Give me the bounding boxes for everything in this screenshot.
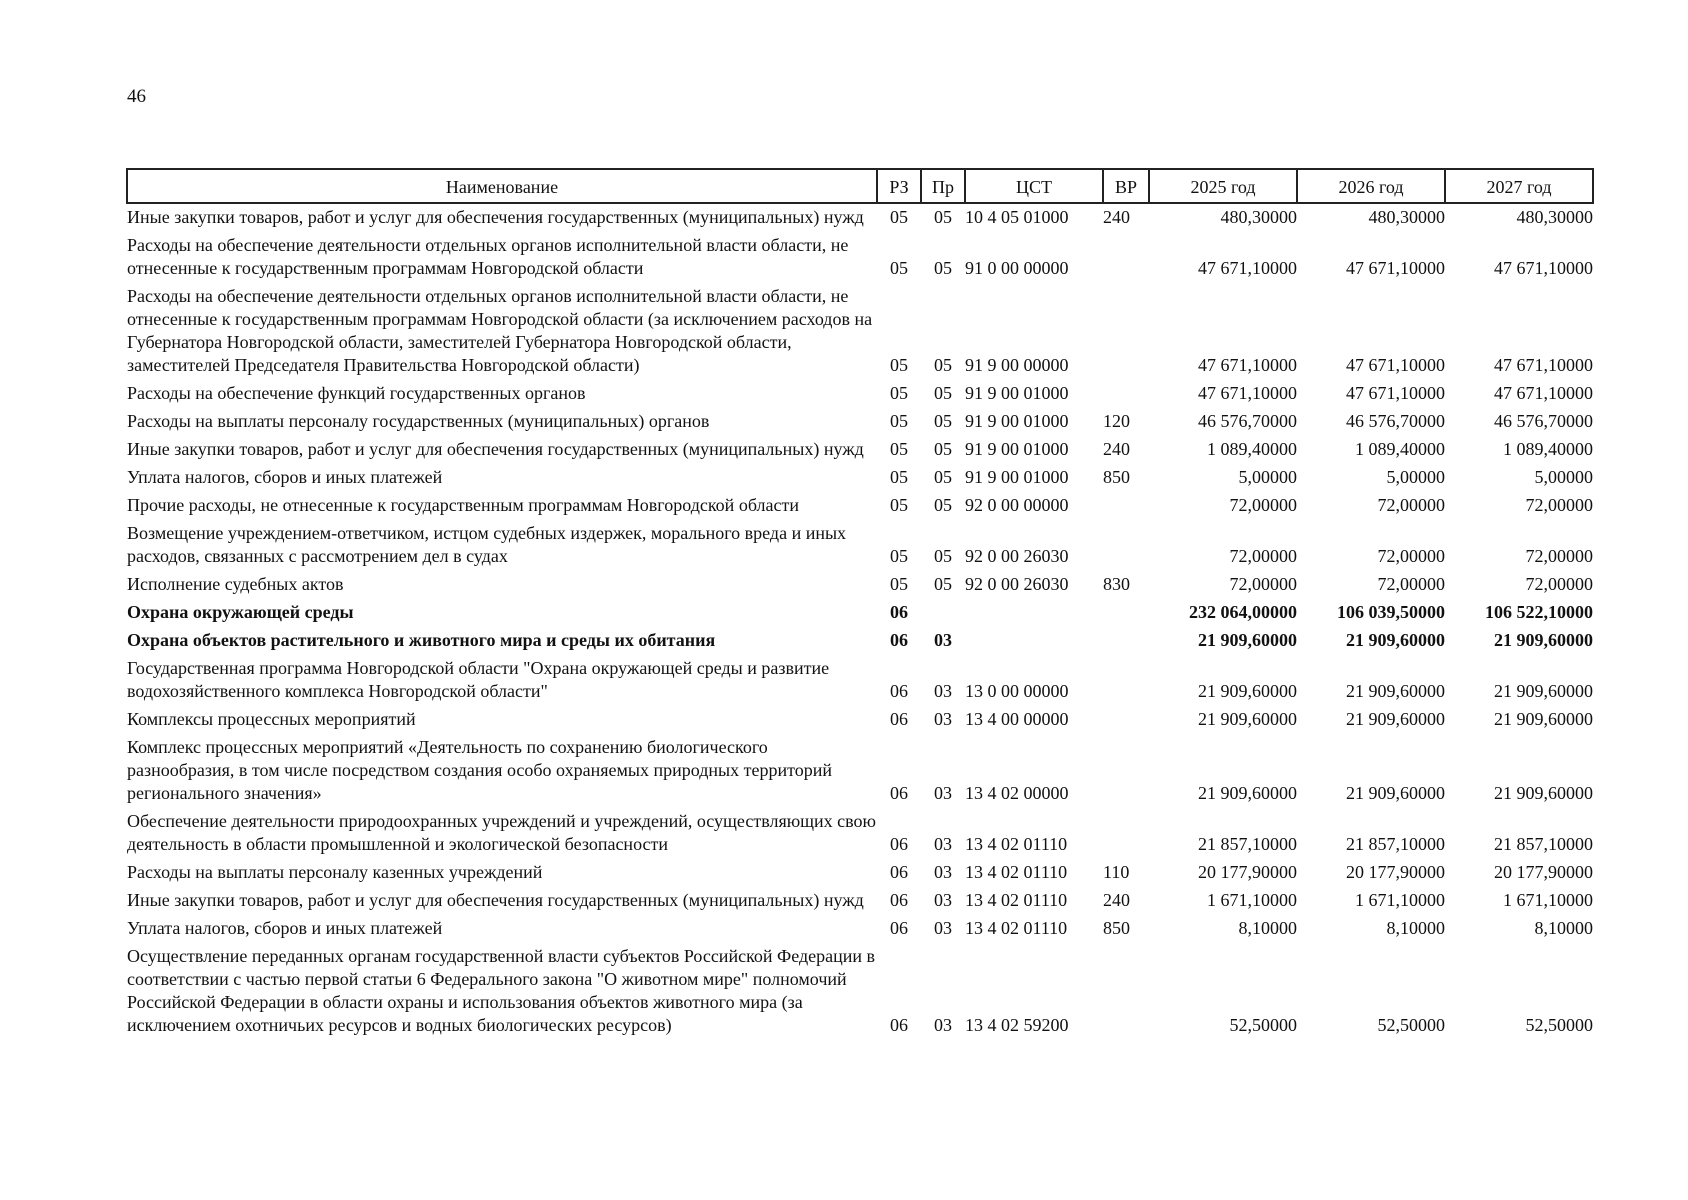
- row-rz: 05: [890, 439, 908, 459]
- row-amount-2027: 47 671,10000: [1494, 355, 1593, 375]
- row-amount-2027: 72,00000: [1525, 574, 1593, 594]
- row-rz: 05: [890, 495, 908, 515]
- row-vr: 850: [1103, 918, 1130, 938]
- row-pr: 03: [934, 834, 952, 854]
- table-row: [127, 464, 1593, 492]
- table-row: [127, 203, 1593, 232]
- row-rz: 06: [890, 709, 908, 729]
- row-amount-2025: 232 064,00000: [1189, 602, 1297, 622]
- row-amount-2027: 46 576,70000: [1494, 411, 1593, 431]
- row-amount-2025: 47 671,10000: [1198, 383, 1297, 403]
- row-rz: 05: [890, 355, 908, 375]
- row-rz: 06: [890, 783, 908, 803]
- row-name: Возмещение учреждением-ответчиком, истцом судебных издержек, морального вреда и иных расходов, связанных с рассмотрением дел в судах: [127, 523, 847, 566]
- row-vr: [1103, 492, 1149, 520]
- row-pr: 05: [934, 467, 952, 487]
- row-cst: 91 0 00 00000: [965, 258, 1069, 278]
- header-row: [127, 169, 1593, 203]
- row-vr: [1103, 943, 1149, 1040]
- budget-table: [126, 168, 1594, 1040]
- row-pr: 05: [934, 439, 952, 459]
- row-amount-2026: 480,30000: [1368, 207, 1445, 227]
- row-name: Уплата налогов, сборов и иных платежей: [127, 467, 443, 487]
- row-rz: 06: [890, 918, 908, 938]
- row-amount-2025: 46 576,70000: [1198, 411, 1297, 431]
- row-name: Комплекс процессных мероприятий «Деятельность по сохранению биологического разнообразия, в том числе посредством создания особо охраняемых природных территорий регионального значения»: [127, 737, 832, 803]
- row-cst: 92 0 00 00000: [965, 495, 1069, 515]
- row-amount-2027: 72,00000: [1525, 495, 1593, 515]
- row-amount-2026: 21 857,10000: [1346, 834, 1445, 854]
- table-row: [127, 943, 1593, 1040]
- row-rz: 06: [890, 1015, 908, 1035]
- row-amount-2027: 21 909,60000: [1494, 783, 1593, 803]
- row-amount-2027: 47 671,10000: [1494, 383, 1593, 403]
- row-name: Расходы на выплаты персоналу государственных (муниципальных) органов: [127, 411, 710, 431]
- row-amount-2025: 72,00000: [1229, 495, 1297, 515]
- row-name: Расходы на обеспечение функций государственных органов: [127, 383, 586, 403]
- row-vr: [1103, 232, 1149, 283]
- row-cst: 91 9 00 01000: [965, 439, 1069, 459]
- row-amount-2025: 5,00000: [1238, 467, 1297, 487]
- header-cst: ЦСТ: [965, 169, 1103, 203]
- row-amount-2027: 1 089,40000: [1503, 439, 1593, 459]
- row-amount-2026: 47 671,10000: [1346, 258, 1445, 278]
- row-amount-2025: 20 177,90000: [1198, 862, 1297, 882]
- row-amount-2025: 47 671,10000: [1198, 355, 1297, 375]
- row-rz: 06: [890, 630, 908, 650]
- header-name: Наименование: [127, 169, 877, 203]
- header-pr: Пр: [921, 169, 965, 203]
- row-amount-2027: 21 909,60000: [1494, 630, 1593, 650]
- table-row: [127, 283, 1593, 380]
- row-name: Комплексы процессных мероприятий: [127, 709, 416, 729]
- row-amount-2027: 20 177,90000: [1494, 862, 1593, 882]
- row-amount-2026: 1 671,10000: [1355, 890, 1445, 910]
- row-cst: 13 4 00 00000: [965, 709, 1069, 729]
- row-cst: 13 4 02 01110: [965, 918, 1068, 938]
- row-cst: 91 9 00 01000: [965, 411, 1069, 431]
- table-row: [127, 627, 1593, 655]
- table-row: [127, 408, 1593, 436]
- table-row: [127, 706, 1593, 734]
- row-vr: 110: [1103, 862, 1130, 882]
- row-amount-2027: 480,30000: [1516, 207, 1593, 227]
- row-amount-2025: 21 857,10000: [1198, 834, 1297, 854]
- row-amount-2026: 21 909,60000: [1346, 681, 1445, 701]
- row-pr: 05: [934, 574, 952, 594]
- row-amount-2026: 1 089,40000: [1355, 439, 1445, 459]
- row-amount-2025: 72,00000: [1229, 546, 1297, 566]
- row-amount-2026: 20 177,90000: [1346, 862, 1445, 882]
- row-name: Иные закупки товаров, работ и услуг для обеспечения государственных (муниципальных) нужд: [127, 439, 864, 459]
- table-row: [127, 655, 1593, 706]
- row-vr: [1103, 734, 1149, 808]
- row-vr: 240: [1103, 207, 1130, 227]
- table-row: [127, 599, 1593, 627]
- row-vr: 120: [1103, 411, 1130, 431]
- row-name: Осуществление переданных органам государственной власти субъектов Российской Федерации в соответствии с частью первой статьи 6 Федерального закона "О животном мире" полномочий Российской Федерации в области охраны и использования объектов животного мира (за исключением охотничьих ресурсов и водных биологических ресурсов): [127, 946, 876, 1035]
- row-amount-2025: 21 909,60000: [1198, 709, 1297, 729]
- row-amount-2025: 480,30000: [1220, 207, 1297, 227]
- row-amount-2025: 47 671,10000: [1198, 258, 1297, 278]
- row-amount-2025: 21 909,60000: [1198, 681, 1297, 701]
- row-cst: [965, 627, 1103, 655]
- row-name: Иные закупки товаров, работ и услуг для обеспечения государственных (муниципальных) нужд: [127, 207, 864, 227]
- table-row: [127, 520, 1593, 571]
- row-amount-2027: 106 522,10000: [1485, 602, 1593, 622]
- row-vr: 830: [1103, 574, 1130, 594]
- row-vr: [1103, 599, 1149, 627]
- row-name: Расходы на обеспечение деятельности отдельных органов исполнительной власти области, не отнесенные к государственным программам Новгородской области (за исключением расходов на Губернатора Новгородской области, заместителей Губернатора Новгородской области, заместителей Председателя Правительства Новгородской области): [127, 286, 873, 375]
- row-cst: 92 0 00 26030: [965, 574, 1069, 594]
- row-rz: 05: [890, 574, 908, 594]
- row-amount-2026: 106 039,50000: [1337, 602, 1445, 622]
- page-number: 46: [127, 86, 146, 107]
- row-rz: 05: [890, 411, 908, 431]
- table-row: [127, 492, 1593, 520]
- row-amount-2026: 47 671,10000: [1346, 383, 1445, 403]
- row-name: Охрана объектов растительного и животного мира и среды их обитания: [127, 630, 716, 650]
- row-cst: 13 4 02 59200: [965, 1015, 1069, 1035]
- row-amount-2025: 72,00000: [1229, 574, 1297, 594]
- table-header: [127, 169, 1593, 203]
- row-pr: 03: [934, 630, 952, 650]
- row-rz: 06: [890, 681, 908, 701]
- row-cst: 10 4 05 01000: [965, 207, 1069, 227]
- row-amount-2025: 21 909,60000: [1198, 630, 1297, 650]
- table-row: [127, 808, 1593, 859]
- row-pr: 05: [934, 355, 952, 375]
- row-amount-2026: 8,10000: [1386, 918, 1445, 938]
- row-cst: 13 4 02 01110: [965, 834, 1068, 854]
- row-vr: [1103, 808, 1149, 859]
- row-amount-2027: 8,10000: [1534, 918, 1593, 938]
- row-vr: [1103, 380, 1149, 408]
- row-vr: [1103, 520, 1149, 571]
- row-rz: 06: [890, 890, 908, 910]
- row-cst: 13 4 02 00000: [965, 783, 1069, 803]
- row-name: Уплата налогов, сборов и иных платежей: [127, 918, 443, 938]
- row-pr: 05: [934, 383, 952, 403]
- row-rz: 06: [890, 602, 908, 622]
- row-cst: 13 0 00 00000: [965, 681, 1069, 701]
- row-name: Иные закупки товаров, работ и услуг для обеспечения государственных (муниципальных) нужд: [127, 890, 864, 910]
- row-pr: 03: [934, 890, 952, 910]
- row-rz: 05: [890, 546, 908, 566]
- row-rz: 05: [890, 258, 908, 278]
- row-name: Исполнение судебных актов: [127, 574, 344, 594]
- row-amount-2027: 52,50000: [1525, 1015, 1593, 1035]
- row-pr: 05: [934, 546, 952, 566]
- row-amount-2026: 21 909,60000: [1346, 709, 1445, 729]
- row-vr: 850: [1103, 467, 1130, 487]
- row-amount-2026: 47 671,10000: [1346, 355, 1445, 375]
- row-vr: [1103, 283, 1149, 380]
- row-rz: 05: [890, 467, 908, 487]
- row-amount-2025: 1 089,40000: [1207, 439, 1297, 459]
- table-row: [127, 436, 1593, 464]
- row-cst: 13 4 02 01110: [965, 862, 1068, 882]
- row-cst: [965, 599, 1103, 627]
- row-pr: 03: [934, 783, 952, 803]
- row-pr: 05: [934, 411, 952, 431]
- row-cst: 13 4 02 01110: [965, 890, 1068, 910]
- row-name: Государственная программа Новгородской области "Охрана окружающей среды и развитие водохозяйственного комплекса Новгородской области": [127, 658, 830, 701]
- header-year-2025: 2025 год: [1149, 169, 1297, 203]
- row-cst: 91 9 00 01000: [965, 467, 1069, 487]
- row-amount-2026: 72,00000: [1377, 574, 1445, 594]
- table-body: [127, 203, 1593, 1040]
- row-amount-2026: 21 909,60000: [1346, 783, 1445, 803]
- row-amount-2027: 21 857,10000: [1494, 834, 1593, 854]
- table-row: [127, 734, 1593, 808]
- row-vr: [1103, 655, 1149, 706]
- row-rz: 05: [890, 207, 908, 227]
- table-row: [127, 380, 1593, 408]
- row-amount-2026: 72,00000: [1377, 495, 1445, 515]
- row-amount-2026: 46 576,70000: [1346, 411, 1445, 431]
- header-year-2027: 2027 год: [1445, 169, 1593, 203]
- row-amount-2026: 21 909,60000: [1346, 630, 1445, 650]
- row-pr: 03: [934, 1015, 952, 1035]
- header-vr: ВР: [1103, 169, 1149, 203]
- row-vr: 240: [1103, 439, 1130, 459]
- row-name: Прочие расходы, не отнесенные к государственным программам Новгородской области: [127, 495, 799, 515]
- row-pr: 03: [934, 709, 952, 729]
- row-amount-2025: 21 909,60000: [1198, 783, 1297, 803]
- table-row: [127, 915, 1593, 943]
- row-amount-2026: 72,00000: [1377, 546, 1445, 566]
- row-amount-2025: 52,50000: [1229, 1015, 1297, 1035]
- row-amount-2027: 21 909,60000: [1494, 709, 1593, 729]
- row-name: Расходы на обеспечение деятельности отдельных органов исполнительной власти области, не отнесенные к государственным программам Новгородской области: [127, 235, 849, 278]
- row-name: Охрана окружающей среды: [127, 602, 354, 622]
- row-name: Расходы на выплаты персоналу казенных учреждений: [127, 862, 543, 882]
- row-pr: 03: [934, 862, 952, 882]
- table-row: [127, 859, 1593, 887]
- row-amount-2027: 72,00000: [1525, 546, 1593, 566]
- row-amount-2025: 8,10000: [1238, 918, 1297, 938]
- row-pr: 05: [934, 258, 952, 278]
- row-pr: 03: [934, 681, 952, 701]
- row-pr: [921, 599, 965, 627]
- row-amount-2027: 5,00000: [1534, 467, 1593, 487]
- row-vr: [1103, 706, 1149, 734]
- table-row: [127, 571, 1593, 599]
- row-vr: 240: [1103, 890, 1130, 910]
- row-amount-2027: 47 671,10000: [1494, 258, 1593, 278]
- row-amount-2027: 21 909,60000: [1494, 681, 1593, 701]
- row-amount-2026: 5,00000: [1386, 467, 1445, 487]
- row-amount-2026: 52,50000: [1377, 1015, 1445, 1035]
- table-row: [127, 232, 1593, 283]
- row-rz: 06: [890, 834, 908, 854]
- row-pr: 05: [934, 207, 952, 227]
- row-cst: 91 9 00 00000: [965, 355, 1069, 375]
- row-vr: [1103, 627, 1149, 655]
- header-rz: РЗ: [877, 169, 921, 203]
- row-cst: 92 0 00 26030: [965, 546, 1069, 566]
- row-cst: 91 9 00 01000: [965, 383, 1069, 403]
- row-pr: 05: [934, 495, 952, 515]
- table-row: [127, 887, 1593, 915]
- row-rz: 06: [890, 862, 908, 882]
- row-pr: 03: [934, 918, 952, 938]
- row-name: Обеспечение деятельности природоохранных учреждений и учреждений, осуществляющих свою деятельность в области промышленной и экологической безопасности: [127, 811, 876, 854]
- row-amount-2027: 1 671,10000: [1503, 890, 1593, 910]
- header-year-2026: 2026 год: [1297, 169, 1445, 203]
- row-rz: 05: [890, 383, 908, 403]
- row-amount-2025: 1 671,10000: [1207, 890, 1297, 910]
